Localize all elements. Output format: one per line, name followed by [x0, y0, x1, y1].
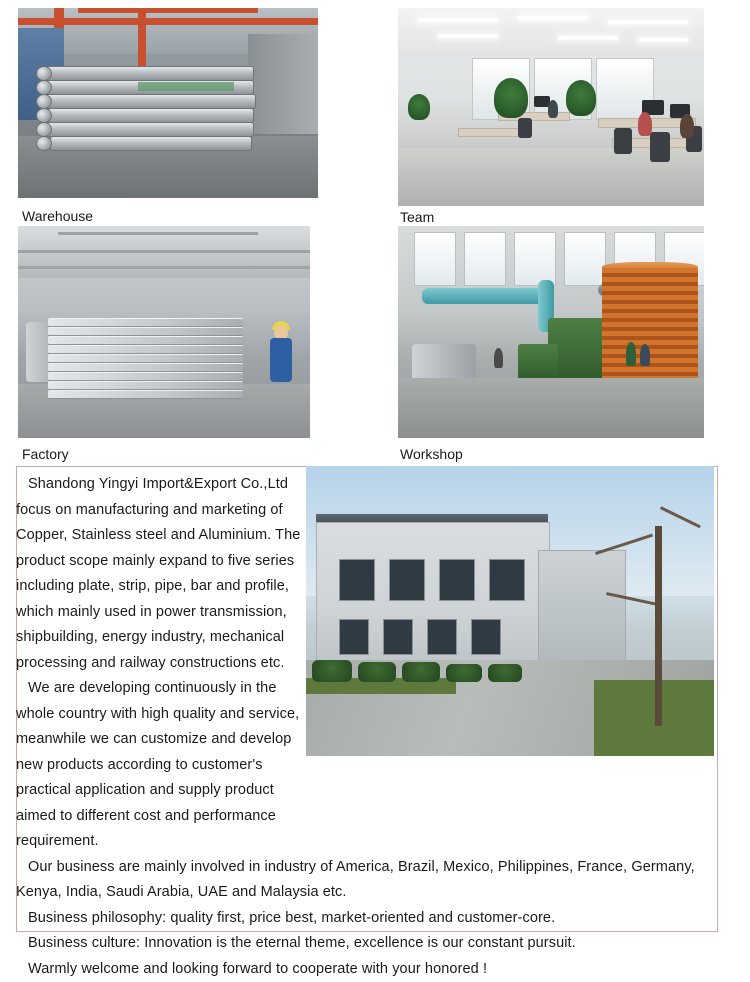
office-chair [518, 118, 532, 138]
workshop-floor [398, 378, 704, 438]
workshop-duct [422, 288, 552, 304]
workshop-machine [518, 344, 558, 382]
workshop-photo [398, 226, 704, 438]
factory-worker [270, 338, 292, 382]
workshop-caption: Workshop [400, 446, 463, 462]
office-plant [408, 94, 430, 120]
office-chair [614, 128, 632, 154]
warehouse-band [138, 82, 234, 91]
workshop-worker [626, 342, 636, 366]
office-plant [566, 80, 596, 116]
about-paragraph-3: Our business are mainly involved in industry of America, Brazil, Mexico, Philippines, France, Germany, Kenya, India, Saudi Arabia, UAE and Malaysia etc. [16, 855, 706, 906]
warehouse-beam [78, 8, 258, 13]
warehouse-photo [18, 8, 318, 198]
workshop-worker [494, 348, 503, 368]
warehouse-column [138, 8, 146, 68]
office-staff [680, 114, 694, 138]
about-paragraph-6: Warmly welcome and looking forward to cooperate with your honored ! [16, 957, 706, 982]
office-chair [650, 132, 670, 162]
office-staff [638, 112, 652, 136]
workshop-worker [640, 344, 650, 366]
factory-photo [18, 226, 310, 438]
team-photo [398, 8, 704, 206]
office-staff [548, 100, 558, 118]
factory-sheet-stack [48, 318, 243, 404]
warehouse-beam [18, 18, 318, 25]
about-paragraph-2: We are developing continuously in the whole country with high quality and service, meanwhile we can customize and develop new products according to customer's practical application and supply product aimed to different cost and performance requirement. [16, 676, 306, 855]
about-paragraph-5: Business culture: Innovation is the eternal theme, excellence is our constant pursuit. [16, 931, 706, 957]
about-paragraph-1: Shandong Yingyi Import&Export Co.,Ltd focus on manufacturing and marketing of Copper, Stainless steel and Aluminium. The product scope mainly expand to five series including plate, strip, pipe, bar and profile, which mainly used in power transmission, shipbuilding, energy industry, mechanical processing and railway constructions etc. [16, 472, 306, 676]
office-desk [458, 128, 524, 137]
team-caption: Team [400, 209, 434, 225]
about-text-block [16, 472, 716, 982]
office-plant [494, 78, 528, 118]
copper-coil-stack [602, 268, 698, 396]
warehouse-pipe-stack [42, 66, 262, 160]
about-paragraph-4: Business philosophy: quality first, price best, market-oriented and customer-core. [16, 906, 706, 932]
factory-caption: Factory [22, 446, 69, 462]
warehouse-caption: Warehouse [22, 208, 93, 224]
